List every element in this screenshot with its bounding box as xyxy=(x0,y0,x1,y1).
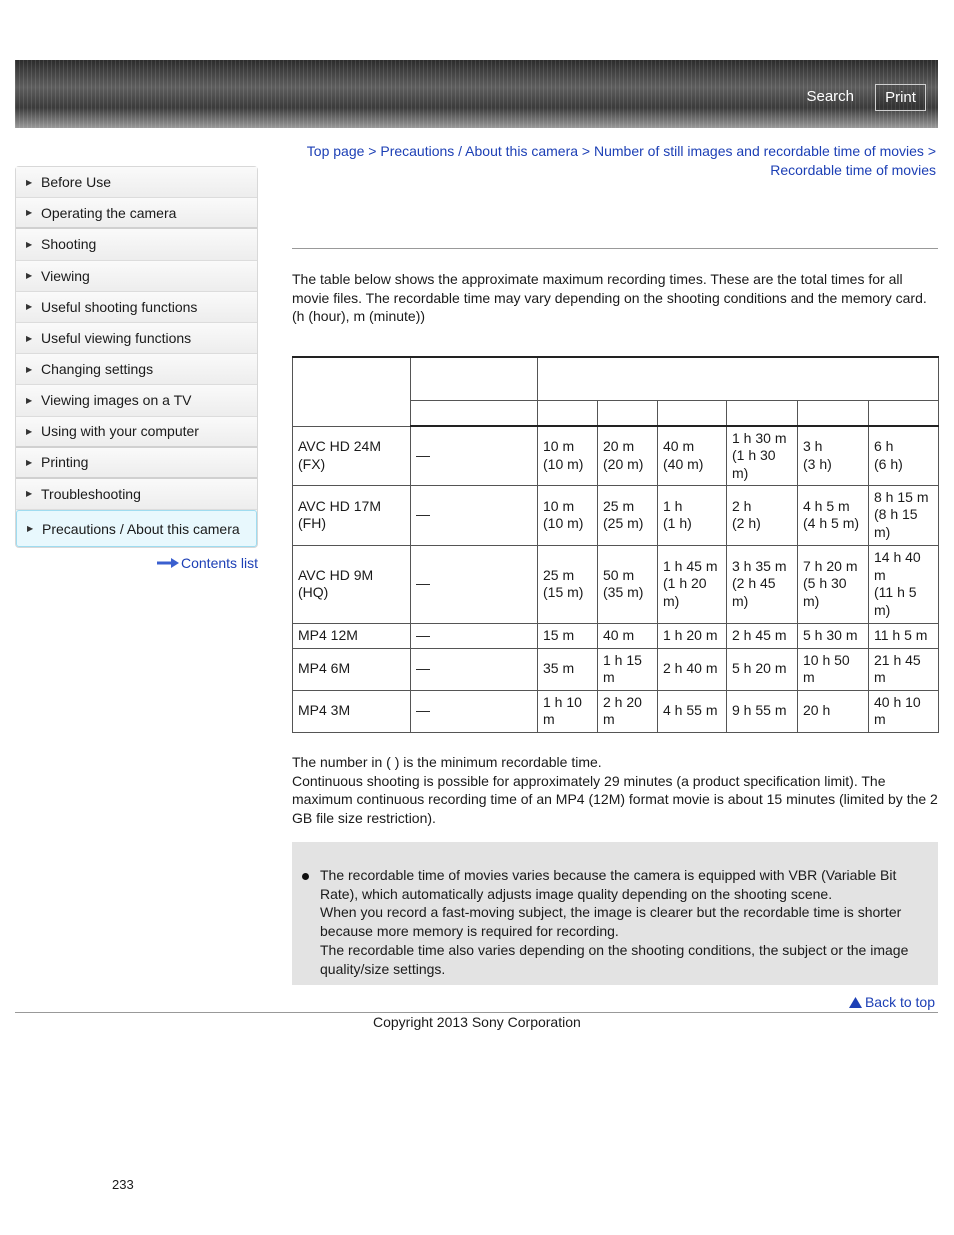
sidebar-item-troubleshooting[interactable] xyxy=(16,479,257,510)
search-link[interactable]: Search xyxy=(806,88,854,105)
breadcrumb-separator: > xyxy=(581,143,591,159)
table-row xyxy=(293,648,939,690)
sidebar-item-operating[interactable] xyxy=(16,198,257,229)
sidebar-item-computer[interactable] xyxy=(16,417,257,448)
intro-paragraph: The table below shows the approximate maximum recording times. These are the total times for all movie files. The recordable time may vary depending on the shooting conditions and the memory card. (h (hour), m (minute)) xyxy=(292,271,927,325)
header-cell xyxy=(411,400,538,426)
table-cell: 1 h (1 h) xyxy=(658,485,727,545)
bullet-icon xyxy=(302,873,309,880)
note-box-paragraph: The recordable time of movies varies because the camera is equipped with VBR (Variable Bit Rate), which automatically adjusts image quality depending on the shooting scene. xyxy=(320,867,897,902)
back-to-top-link[interactable] xyxy=(849,994,935,1010)
breadcrumb-number-of-images[interactable]: Number of still images and recordable time of movies xyxy=(594,143,924,159)
table-cell: 9 h 55 m xyxy=(727,690,798,732)
table-cell: — xyxy=(411,623,538,648)
note-box-paragraph: When you record a fast-moving subject, the image is clearer but the recordable time is shorter because more memory is required for recording. xyxy=(320,904,902,940)
triangle-right-icon: ▶ xyxy=(26,457,33,467)
header-cell xyxy=(727,400,798,426)
back-to-top-label: Back to top xyxy=(864,994,935,1010)
table-cell: 25 m (25 m) xyxy=(598,485,658,545)
table-cell: 1 h 20 m xyxy=(658,623,727,648)
sidebar-item-viewing-tv[interactable] xyxy=(16,385,257,416)
breadcrumb-recordable-time[interactable]: Recordable time of movies xyxy=(770,162,936,178)
table-cell: — xyxy=(411,545,538,623)
table-cell: 10 m (10 m) xyxy=(538,485,598,545)
table-row xyxy=(293,485,939,545)
breadcrumb-precautions[interactable]: Precautions / About this camera xyxy=(380,143,579,159)
table-cell: 25 m (15 m) xyxy=(538,545,598,623)
notes-section xyxy=(292,753,942,828)
triangle-right-icon: ▶ xyxy=(26,489,33,499)
note-box-text xyxy=(320,866,920,978)
sidebar-item-precautions[interactable] xyxy=(16,510,257,547)
table-cell: 1 h 15 m xyxy=(598,648,658,690)
sidebar-item-label: Useful shooting functions xyxy=(41,298,198,315)
sidebar-item-changing-settings[interactable] xyxy=(16,354,257,385)
table-cell: 2 h 45 m xyxy=(727,623,798,648)
header-cell xyxy=(598,400,658,426)
sidebar-item-label: Viewing xyxy=(41,267,90,284)
arrow-right-icon xyxy=(157,558,179,568)
breadcrumb-top-page[interactable]: Top page xyxy=(306,143,365,159)
triangle-right-icon: ▶ xyxy=(26,395,33,405)
table-cell: 4 h 55 m xyxy=(658,690,727,732)
table-cell: 2 h 20 m xyxy=(598,690,658,732)
sidebar-item-useful-viewing[interactable] xyxy=(16,323,257,354)
table-row xyxy=(293,545,939,623)
copyright-text: Copyright 2013 Sony Corporation xyxy=(373,1014,581,1030)
table-cell: 10 m (10 m) xyxy=(538,426,598,485)
format-cell: MP4 6M xyxy=(293,648,411,690)
table-cell: 7 h 20 m (5 h 30 m) xyxy=(798,545,869,623)
sidebar-item-label: Changing settings xyxy=(41,361,154,378)
triangle-right-icon: ▶ xyxy=(26,333,33,343)
header-cell xyxy=(411,357,538,400)
table-row xyxy=(293,623,939,648)
header-cell xyxy=(798,400,869,426)
sidebar-nav xyxy=(15,166,258,548)
sidebar-item-label: Precautions / About this camera xyxy=(42,520,240,537)
table-cell: 40 h 10 m xyxy=(869,690,939,732)
table-cell: — xyxy=(411,648,538,690)
sidebar-item-printing[interactable] xyxy=(16,448,257,479)
table-cell: 5 h 30 m xyxy=(798,623,869,648)
table-cell: 35 m xyxy=(538,648,598,690)
table-cell: 14 h 40 m (11 h 5 m) xyxy=(869,545,939,623)
format-cell: AVC HD 17M (FH) xyxy=(293,485,411,545)
breadcrumb-separator: > xyxy=(927,143,936,159)
table-cell: 2 h (2 h) xyxy=(727,485,798,545)
table-cell: 21 h 45 m xyxy=(869,648,939,690)
sidebar-item-label: Operating the camera xyxy=(41,204,177,221)
table-cell: — xyxy=(411,690,538,732)
table-cell: 50 m (35 m) xyxy=(598,545,658,623)
contents-list-label: Contents list xyxy=(181,555,259,571)
table-cell: 40 m xyxy=(598,623,658,648)
triangle-right-icon: ▶ xyxy=(26,302,33,312)
table-cell: 20 m (20 m) xyxy=(598,426,658,485)
header-cell xyxy=(293,357,411,426)
sidebar-item-useful-shooting[interactable] xyxy=(16,292,257,323)
table-cell: 3 h (3 h) xyxy=(798,426,869,485)
header-cell xyxy=(538,400,598,426)
table-cell: 10 h 50 m xyxy=(798,648,869,690)
format-cell: AVC HD 9M (HQ) xyxy=(293,545,411,623)
sidebar-item-label: Using with your computer xyxy=(41,423,199,440)
table-cell: 6 h (6 h) xyxy=(869,426,939,485)
table-header-row xyxy=(293,357,939,400)
footer-divider xyxy=(15,1012,938,1013)
sidebar-item-shooting[interactable] xyxy=(16,229,257,260)
sidebar-item-label: Before Use xyxy=(41,174,112,191)
breadcrumb xyxy=(300,142,936,180)
sidebar-item-label: Useful viewing functions xyxy=(41,330,192,347)
table-cell: 4 h 5 m (4 h 5 m) xyxy=(798,485,869,545)
triangle-right-icon: ▶ xyxy=(26,271,33,281)
table-cell: 5 h 20 m xyxy=(727,648,798,690)
table-cell: 15 m xyxy=(538,623,598,648)
title-divider xyxy=(292,248,938,249)
table-row xyxy=(293,426,939,485)
header-cell xyxy=(658,400,727,426)
page-number: 233 xyxy=(112,1177,134,1192)
table-cell: 1 h 45 m (1 h 20 m) xyxy=(658,545,727,623)
sidebar-item-viewing[interactable] xyxy=(16,261,257,292)
table-cell: 11 h 5 m xyxy=(869,623,939,648)
triangle-right-icon: ▶ xyxy=(26,364,33,374)
header-bar xyxy=(15,60,938,128)
print-button[interactable]: Print xyxy=(875,84,926,111)
triangle-right-icon: ▶ xyxy=(26,177,33,187)
triangle-up-icon xyxy=(849,997,862,1008)
header-cell xyxy=(869,400,939,426)
format-cell: MP4 3M xyxy=(293,690,411,732)
table-cell: 1 h 30 m (1 h 30 m) xyxy=(727,426,798,485)
header-cell xyxy=(538,357,939,400)
breadcrumb-separator: > xyxy=(368,143,377,159)
table-cell: 20 h xyxy=(798,690,869,732)
recording-time-table xyxy=(292,356,939,733)
triangle-right-icon: ▶ xyxy=(26,208,33,218)
note-box-paragraph: The recordable time also varies depending on the shooting conditions, the subject or the image quality/size settings. xyxy=(320,941,909,977)
format-cell: AVC HD 24M (FX) xyxy=(293,426,411,485)
triangle-right-icon: ▶ xyxy=(26,239,33,249)
table-cell: 1 h 10 m xyxy=(538,690,598,732)
sidebar-item-label: Troubleshooting xyxy=(41,485,141,502)
sidebar-item-label: Viewing images on a TV xyxy=(41,392,192,409)
sidebar-item-before-use[interactable] xyxy=(16,167,257,198)
table-cell: — xyxy=(411,426,538,485)
triangle-right-icon: ▶ xyxy=(27,524,34,534)
table-cell: 40 m (40 m) xyxy=(658,426,727,485)
format-cell: MP4 12M xyxy=(293,623,411,648)
note-continuous-shooting: Continuous shooting is possible for approximately 29 minutes (a product specification limit). The maximum continuous recording time of an MP4 (12M) format movie is about 15 minutes (limited by the 2 GB file size restriction). xyxy=(292,772,938,827)
sidebar-item-label: Printing xyxy=(41,454,89,471)
table-cell: — xyxy=(411,485,538,545)
table-row xyxy=(293,690,939,732)
table-cell: 3 h 35 m (2 h 45 m) xyxy=(727,545,798,623)
note-minimum-time: The number in ( ) is the minimum recordable time. xyxy=(292,754,602,770)
triangle-right-icon: ▶ xyxy=(26,426,33,436)
table-cell: 2 h 40 m xyxy=(658,648,727,690)
contents-list-link[interactable] xyxy=(157,555,258,571)
info-note-box xyxy=(292,842,938,985)
table-cell: 8 h 15 m (8 h 15 m) xyxy=(869,485,939,545)
sidebar-item-label: Shooting xyxy=(41,236,97,253)
